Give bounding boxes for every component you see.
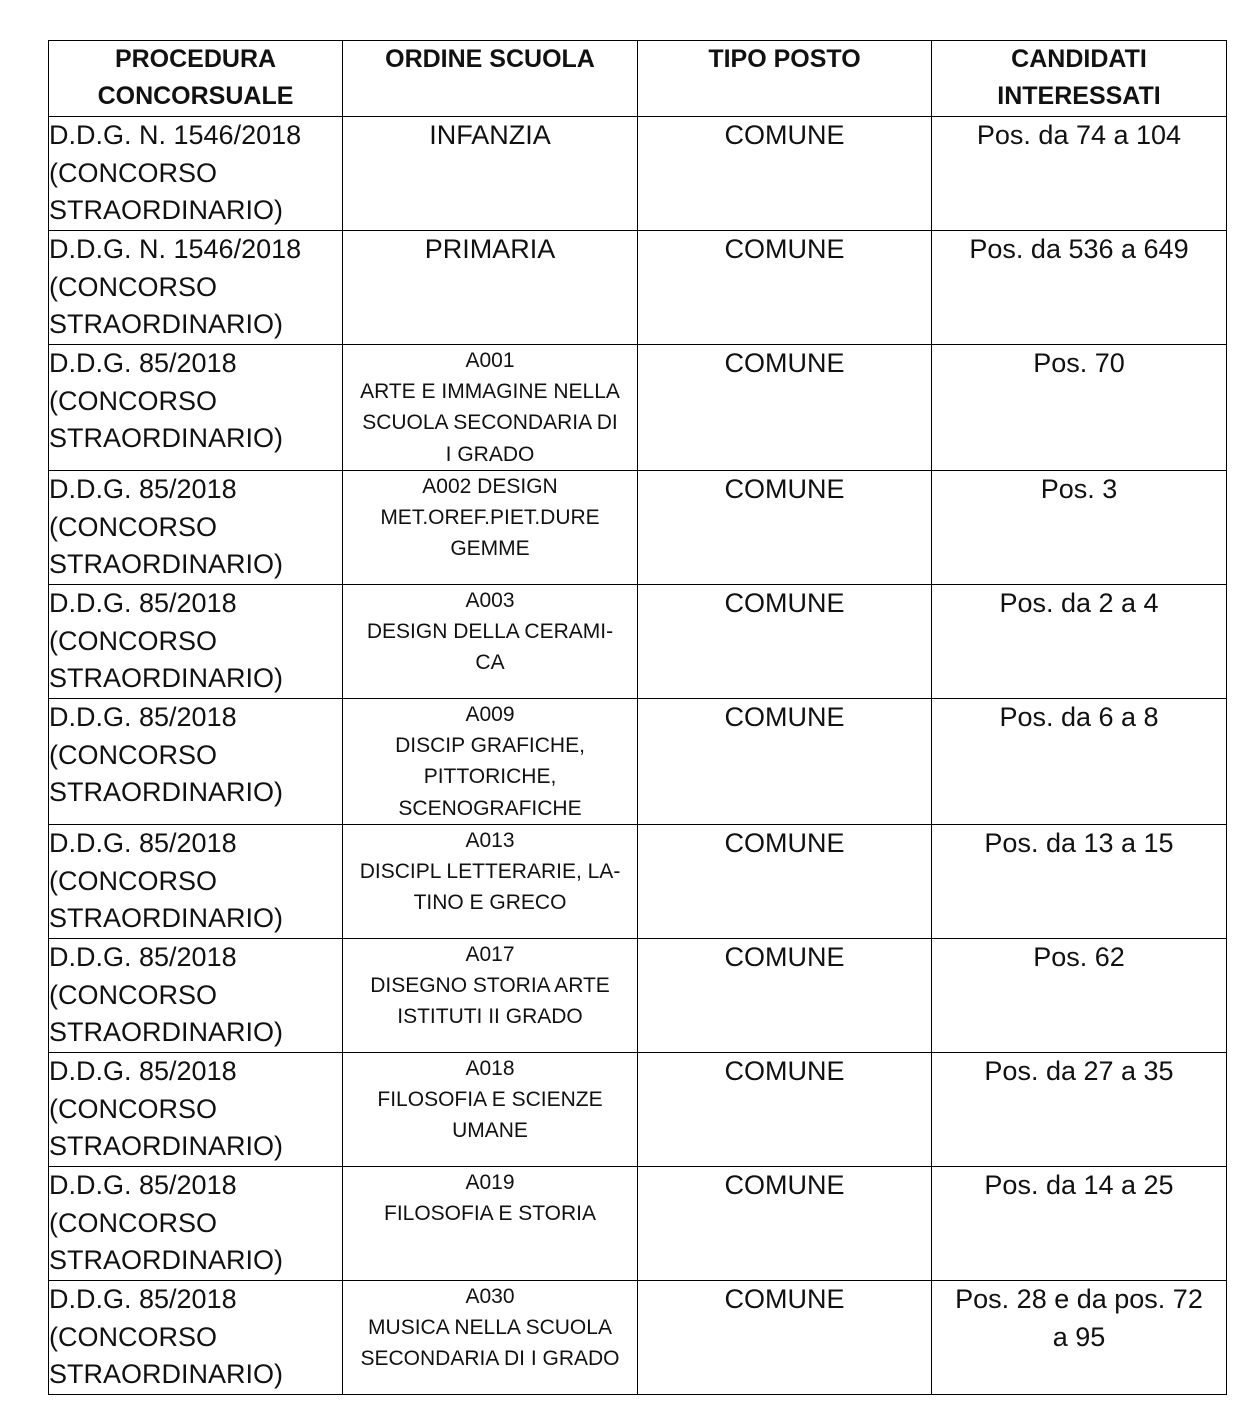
table-row bbox=[49, 1167, 1227, 1281]
classe-concorso-description: DISCIPL LETTERARIE, LA- TINO E GRECO bbox=[359, 860, 621, 915]
classe-concorso-code: A002 DESIGN bbox=[422, 475, 558, 498]
table-header-row bbox=[49, 41, 1227, 117]
cell-ordine-scuola bbox=[343, 585, 638, 699]
cell-candidati: Pos. 28 e da pos. 72 a 95 bbox=[932, 1281, 1227, 1395]
cell-candidati: Pos. 62 bbox=[932, 939, 1227, 1053]
cell-tipo-posto: COMUNE bbox=[638, 939, 932, 1053]
cell-candidati: Pos. 70 bbox=[932, 345, 1227, 471]
cell-candidati: Pos. da 27 a 35 bbox=[932, 1053, 1227, 1167]
cell-candidati: Pos. da 536 a 649 bbox=[932, 231, 1227, 345]
header-candidati: CANDIDATI INTERESSATI bbox=[932, 41, 1227, 117]
cell-candidati: Pos. da 6 a 8 bbox=[932, 699, 1227, 825]
cell-ordine-scuola bbox=[343, 471, 638, 585]
cell-ordine-scuola bbox=[343, 825, 638, 939]
classe-concorso-code: A019 bbox=[465, 1171, 515, 1194]
table-row bbox=[49, 231, 1227, 345]
table-row bbox=[49, 1053, 1227, 1167]
cell-ordine-scuola bbox=[343, 117, 638, 231]
cell-procedura: D.D.G. N. 1546/2018 (CONCORSO STRAORDINARIO) bbox=[49, 231, 343, 345]
cell-candidati: Pos. da 74 a 104 bbox=[932, 117, 1227, 231]
classe-concorso-description: FILOSOFIA E SCIENZE UMANE bbox=[377, 1088, 603, 1143]
classe-concorso-code: A001 bbox=[465, 349, 515, 372]
table-row bbox=[49, 345, 1227, 471]
cell-procedura: D.D.G. 85/2018 (CONCORSO STRAORDINARIO) bbox=[49, 825, 343, 939]
classe-concorso-description: DISEGNO STORIA ARTE ISTITUTI II GRADO bbox=[370, 974, 610, 1029]
table-row bbox=[49, 939, 1227, 1053]
classe-concorso-code: A013 bbox=[465, 829, 515, 852]
cell-procedura: D.D.G. 85/2018 (CONCORSO STRAORDINARIO) bbox=[49, 1167, 343, 1281]
header-tipo-posto: TIPO POSTO bbox=[638, 41, 932, 117]
cell-tipo-posto: COMUNE bbox=[638, 585, 932, 699]
cell-candidati: Pos. da 2 a 4 bbox=[932, 585, 1227, 699]
cell-tipo-posto: COMUNE bbox=[638, 231, 932, 345]
cell-candidati: Pos. 3 bbox=[932, 471, 1227, 585]
cell-procedura: D.D.G. 85/2018 (CONCORSO STRAORDINARIO) bbox=[49, 939, 343, 1053]
cell-tipo-posto: COMUNE bbox=[638, 117, 932, 231]
candidates-table bbox=[48, 40, 1227, 1395]
cell-procedura: D.D.G. 85/2018 (CONCORSO STRAORDINARIO) bbox=[49, 471, 343, 585]
table-row bbox=[49, 699, 1227, 825]
cell-candidati: Pos. da 13 a 15 bbox=[932, 825, 1227, 939]
cell-tipo-posto: COMUNE bbox=[638, 1167, 932, 1281]
classe-concorso-description: ARTE E IMMAGINE NELLA SCUOLA SECONDARIA DI I GRADO bbox=[360, 380, 620, 466]
cell-ordine-scuola bbox=[343, 699, 638, 825]
table-row bbox=[49, 471, 1227, 585]
cell-ordine-scuola bbox=[343, 231, 638, 345]
cell-ordine-scuola bbox=[343, 1281, 638, 1395]
cell-procedura: D.D.G. 85/2018 (CONCORSO STRAORDINARIO) bbox=[49, 1053, 343, 1167]
ordine-label: PRIMARIA bbox=[424, 234, 556, 264]
classe-concorso-description: FILOSOFIA E STORIA bbox=[384, 1202, 596, 1226]
cell-procedura: D.D.G. N. 1546/2018 (CONCORSO STRAORDINARIO) bbox=[49, 117, 343, 231]
classe-concorso-code: A017 bbox=[465, 943, 515, 966]
cell-procedura: D.D.G. 85/2018 (CONCORSO STRAORDINARIO) bbox=[49, 1281, 343, 1395]
classe-concorso-description: MUSICA NELLA SCUOLA SECONDARIA DI I GRADO bbox=[360, 1316, 620, 1371]
table-row bbox=[49, 1281, 1227, 1395]
cell-procedura: D.D.G. 85/2018 (CONCORSO STRAORDINARIO) bbox=[49, 699, 343, 825]
cell-ordine-scuola bbox=[343, 1053, 638, 1167]
header-procedura: PROCEDURA CONCORSUALE bbox=[49, 41, 343, 117]
table-row bbox=[49, 117, 1227, 231]
cell-tipo-posto: COMUNE bbox=[638, 1053, 932, 1167]
cell-tipo-posto: COMUNE bbox=[638, 825, 932, 939]
classe-concorso-code: A003 bbox=[465, 589, 515, 612]
ordine-label: INFANZIA bbox=[429, 120, 551, 150]
cell-ordine-scuola bbox=[343, 939, 638, 1053]
classe-concorso-description: MET.OREF.PIET.DURE GEMME bbox=[380, 506, 600, 561]
cell-tipo-posto: COMUNE bbox=[638, 345, 932, 471]
table-row bbox=[49, 825, 1227, 939]
classe-concorso-code: A009 bbox=[465, 703, 515, 726]
cell-tipo-posto: COMUNE bbox=[638, 699, 932, 825]
header-ordine-scuola: ORDINE SCUOLA bbox=[343, 41, 638, 117]
cell-ordine-scuola bbox=[343, 1167, 638, 1281]
cell-tipo-posto: COMUNE bbox=[638, 1281, 932, 1395]
cell-procedura: D.D.G. 85/2018 (CONCORSO STRAORDINARIO) bbox=[49, 345, 343, 471]
classe-concorso-description: DISCIP GRAFICHE, PITTORICHE, SCENOGRAFICHE bbox=[395, 734, 585, 820]
classe-concorso-code: A030 bbox=[465, 1285, 515, 1308]
cell-candidati: Pos. da 14 a 25 bbox=[932, 1167, 1227, 1281]
cell-procedura: D.D.G. 85/2018 (CONCORSO STRAORDINARIO) bbox=[49, 585, 343, 699]
cell-tipo-posto: COMUNE bbox=[638, 471, 932, 585]
classe-concorso-description: DESIGN DELLA CERAMI- CA bbox=[366, 620, 614, 675]
classe-concorso-code: A018 bbox=[465, 1057, 515, 1080]
table-row bbox=[49, 585, 1227, 699]
cell-ordine-scuola bbox=[343, 345, 638, 471]
